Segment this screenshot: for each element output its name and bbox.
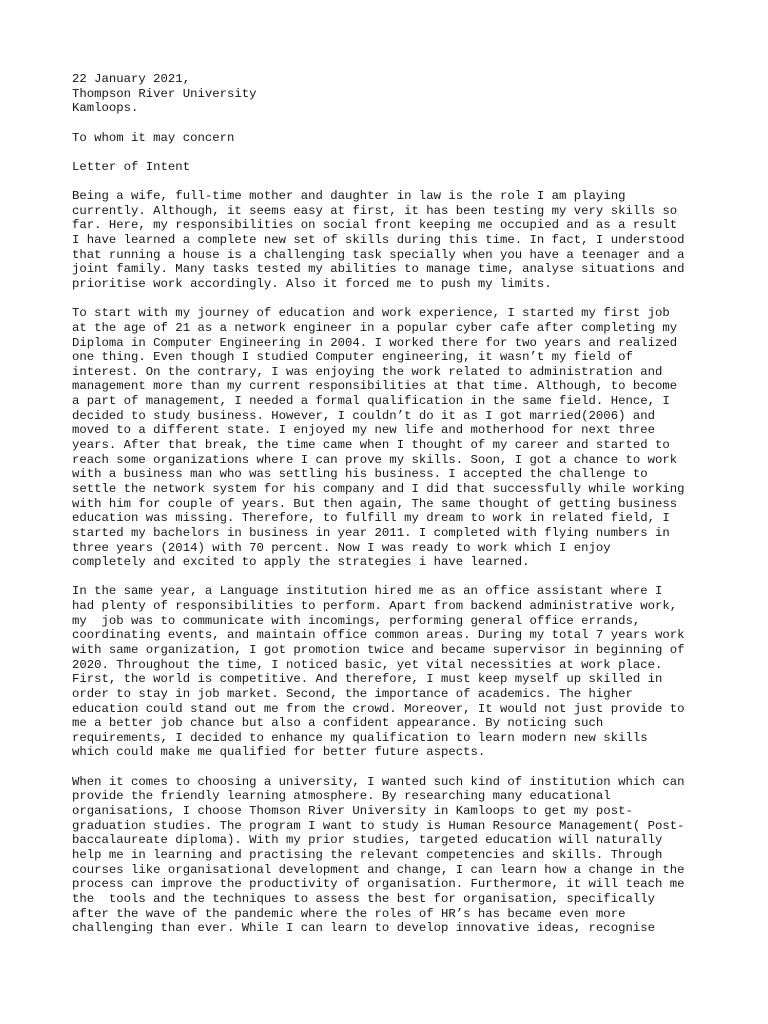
text-line: interest. On the contrary, I was enjoying the work related to administration and (72, 364, 663, 379)
text-line: management more than my current responsibilities at that time. Although, to become (72, 379, 678, 394)
text-line: my job was to communicate with incomings, performing general office errands, (72, 613, 641, 628)
text-line: provide the friendly learning atmosphere. By researching many educational (72, 789, 611, 804)
text-line: started my bachelors in business in year 2011. I completed with flying numbers in (72, 525, 670, 540)
text-line: moved to a different state. I enjoyed my new life and motherhood for next three (72, 423, 655, 438)
paragraph-4 (72, 775, 712, 936)
text-line: with him for couple of years. But then again, The same thought of getting business (72, 496, 678, 511)
text-line: I have learned a complete new set of skills during this time. In fact, I understood (72, 233, 685, 248)
text-line: education was missing. Therefore, to fulfill my dream to work in related field, I (72, 511, 670, 526)
date-line: 22 January 2021, (72, 72, 191, 86)
text-line: coordinating events, and maintain office common areas. During my total 7 years work (72, 628, 685, 643)
text-line: completely and excited to apply the strategies i have learned. (72, 555, 530, 570)
text-line: had plenty of responsibilities to perform. Apart from backend administrative work, (72, 599, 678, 614)
text-line: prioritise work accordingly. Also it forced me to push my limits. (72, 276, 552, 291)
text-line: When it comes to choosing a university, I wanted such kind of institution which can (72, 774, 685, 789)
text-line: far. Here, my responsibilities on social front keeping me occupied and as a result (72, 218, 678, 233)
spacer (72, 145, 712, 160)
text-line: To start with my journey of education and work experience, I started my first job (72, 306, 670, 321)
text-line: three years (2014) with 70 percent. Now I was ready to work which I enjoy (72, 540, 611, 555)
spacer (72, 292, 712, 307)
text-line: with a business man who was settling his business. I accepted the challenge to (72, 467, 648, 482)
text-line: Being a wife, full-time mother and daughter in law is the role I am playing (72, 189, 626, 204)
letter-body (72, 72, 712, 936)
letter-subject: Letter of Intent (72, 159, 191, 174)
text-line: which could make me qualified for better future aspects. (72, 745, 486, 760)
paragraph-2 (72, 306, 712, 570)
text-line: education could stand out me from the crowd. Moreover, It would not just provide to (72, 701, 685, 716)
city-line: Kamloops. (72, 101, 139, 116)
paragraph-3 (72, 584, 712, 760)
text-line: help me in learning and practising the relevant competencies and skills. Through (72, 847, 663, 862)
text-line: me a better job chance but also a confident appearance. By noticing such (72, 716, 604, 731)
spacer (72, 174, 712, 189)
text-line: currently. Although, it seems easy at first, it has been testing my very skills so (72, 203, 678, 218)
text-line: baccalaureate diploma). With my prior studies, targeted education will naturally (72, 833, 663, 848)
paragraph-1 (72, 189, 712, 291)
text-line: settle the network system for his company and I did that successfully while working (72, 481, 685, 496)
letter-header (72, 72, 712, 116)
text-line: the tools and the techniques to assess the best for organisation, specifically (72, 891, 655, 906)
salutation: To whom it may concern (72, 130, 235, 145)
text-line: courses like organisational development and change, I can learn how a change in the (72, 862, 685, 877)
text-line: years. After that break, the time came when I thought of my career and started to (72, 438, 670, 453)
text-line: joint family. Many tasks tested my abilities to manage time, analyse situations and (72, 262, 685, 277)
text-line: organisations, I choose Thomson River University in Kamloops to get my post- (72, 804, 633, 819)
text-line: a part of management, I needed a formal qualification in the same field. Hence, I (72, 394, 670, 409)
text-line: process can improve the productivity of organisation. Furthermore, it will teach me (72, 877, 685, 892)
text-line: after the wave of the pandemic where the roles of HR’s has became even more (72, 906, 626, 921)
text-line: reach some organizations where I can prove my skills. Soon, I got a chance to work (72, 452, 678, 467)
text-line: graduation studies. The program I want to study is Human Resource Management( Post- (72, 818, 685, 833)
text-line: Diploma in Computer Engineering in 2004. I worked there for two years and realized (72, 335, 678, 350)
text-line: challenging than ever. While I can learn to develop innovative ideas, recognise (72, 921, 655, 936)
text-line: In the same year, a Language institution hired me as an office assistant where I (72, 584, 663, 599)
text-line: one thing. Even though I studied Computer engineering, it wasn’t my field of (72, 350, 633, 365)
text-line: that running a house is a challenging task specially when you have a teenager and a (72, 247, 685, 262)
spacer (72, 116, 712, 131)
text-line: decided to study business. However, I couldn’t do it as I got married(2006) and (72, 408, 655, 423)
text-line: First, the world is competitive. And therefore, I must keep myself up skilled in (72, 672, 663, 687)
text-line: 2020. Throughout the time, I noticed basic, yet vital necessities at work place. (72, 657, 663, 672)
spacer (72, 760, 712, 775)
university-line: Thompson River University (72, 86, 257, 101)
text-line: order to stay in job market. Second, the importance of academics. The higher (72, 686, 633, 701)
text-line: with same organization, I got promotion twice and became supervisor in beginning of (72, 642, 685, 657)
text-line: requirements, I decided to enhance my qualification to learn modern new skills (72, 730, 648, 745)
text-line: at the age of 21 as a network engineer in a popular cyber cafe after completing my (72, 320, 678, 335)
spacer (72, 570, 712, 585)
